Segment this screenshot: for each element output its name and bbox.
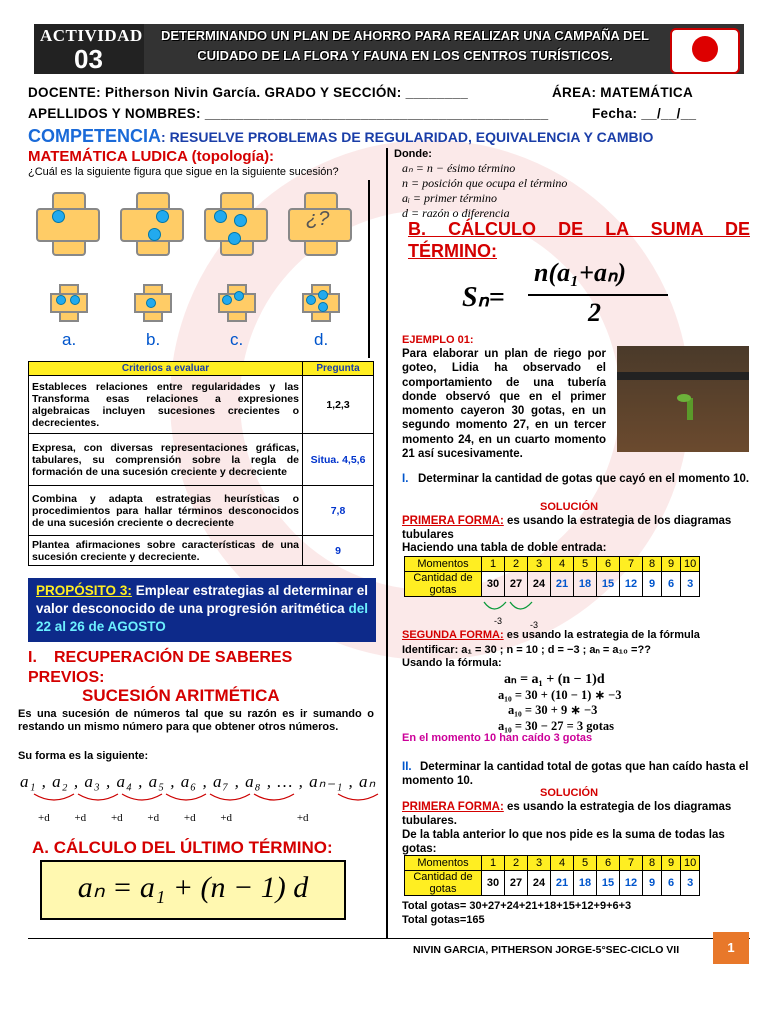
- option-label-b: b.: [146, 330, 161, 349]
- competencia-text: : RESUELVE PROBLEMAS DE REGULARIDAD, EQUIVALENCIA Y CAMBIO: [161, 129, 654, 145]
- activity-badge: [34, 24, 144, 74]
- ultimo-title: A. CÁLCULO DEL ÚLTIMO TÉRMINO:: [32, 838, 333, 857]
- cross-figure-unknown: [288, 192, 352, 256]
- fecha-line: Fecha: __/__/__: [592, 106, 697, 121]
- list-item: a₁₀ = 30 + (10 − 1) ∗ −3: [498, 687, 622, 702]
- footer-author: NIVIN GARCIA, PITHERSON JORGE-5°SEC-CICLO VII: [413, 944, 680, 956]
- ejemplo-text: Para elaborar un plan de riego por goteo, Lidia ha observado el comportamiento de una tubería donde observó que en el primer momento cayeron 30 gotas, en un segundo momento 27, en un tercer momento 24, en un cuarto momento 21 así sucesivamente.: [402, 348, 606, 461]
- list-item: aₙ = n − ésimo término: [402, 161, 516, 175]
- apellidos-line: APELLIDOS Y NOMBRES: ____________________________________________: [28, 106, 549, 121]
- ludica-question: ¿Cuál es la siguiente figura que sigue en la siguiente sucesión?: [28, 166, 339, 178]
- table-header-row: [29, 362, 374, 376]
- recuperacion-numeral: I.: [28, 649, 37, 666]
- table-row: Cantidad de gotas 30 27 24 21 18 15 12 9 6 3: [405, 871, 700, 896]
- proposito-box: [28, 578, 376, 642]
- list-item: a₁₀ = 30 + 9 ∗ −3: [508, 703, 598, 717]
- sequence-arrows: [20, 790, 380, 812]
- proposito-text: Emplear estrategias al determinar el valor desconocido de una progresión aritmética: [36, 583, 368, 616]
- sucesion-title: SUCESIÓN ARITMÉTICA: [82, 686, 280, 705]
- momentos-table-2: [404, 855, 700, 896]
- formula-steps: [498, 672, 622, 734]
- suma-formula-left: Sₙ=: [462, 282, 505, 313]
- donde-list: [402, 161, 567, 221]
- column-divider: [386, 148, 388, 938]
- proposito-dates: del 22 al 26 de AGOSTO: [36, 601, 368, 634]
- competencia-label: COMPETENCIA: [28, 126, 162, 146]
- suma-formula-den: 2: [588, 298, 601, 327]
- header-pregunta: Pregunta: [303, 362, 374, 376]
- identificar-line: Identificar: a₁ = 30 ; n = 10 ; d = −3 ; aₙ = a₁₀ =??: [402, 644, 651, 656]
- recuperacion-heading: [28, 648, 368, 688]
- cross-figure-3: [204, 192, 268, 256]
- page-title: DETERMINANDO UN PLAN DE AHORRO PARA REALIZAR UNA CAMPAÑA DEL CUIDADO DE LA FLORA Y FAUNA EN LOS CENTROS TURÍSTICOS.: [161, 28, 649, 63]
- activity-label: ACTIVIDAD: [40, 26, 143, 45]
- school-logo: [670, 28, 740, 74]
- ejemplo-label: EJEMPLO 01:: [402, 334, 474, 346]
- footer-divider: [28, 938, 750, 939]
- plus-d-labels: +d +d +d +d +d +d +d: [38, 812, 309, 824]
- primera-forma-1: PRIMERA FORMA: es usando la estrategia de los diagramas tubulares: [402, 515, 732, 541]
- donde-label: Donde:: [394, 148, 432, 160]
- pregunta2: [402, 760, 750, 788]
- solucion1-label: SOLUCIÓN: [540, 501, 599, 513]
- solucion2-label: SOLUCIÓN: [540, 787, 599, 799]
- sequence-terms: a₁ , a₂ , a₃ , a₄ , a₅ , a₆ , a₇ , a₈ , … , aₙ₋₁ , aₙ: [20, 772, 377, 791]
- total-result-line: Total gotas=165: [402, 914, 485, 926]
- primera-forma-2: PRIMERA FORMA: es usando la estrategia de los diagramas tubulares.: [402, 801, 732, 827]
- cross-figure-1: [36, 192, 100, 256]
- conclusion-1: En el momento 10 han caído 3 gotas: [402, 732, 593, 744]
- list-item: aₙ = a₁ + (n − 1)d: [504, 672, 605, 687]
- segunda-forma: SEGUNDA FORMA: es usando la estrategia de la fórmula: [402, 629, 700, 641]
- table-row: Cantidad de gotas 30 27 24 21 18 15 12 9 6 3: [405, 572, 700, 597]
- cross-figure-2: [120, 192, 184, 256]
- heart-icon: [692, 36, 718, 62]
- tabla-intro-2: De la tabla anterior lo que nos pide es la suma de todas las gotas:: [402, 829, 725, 855]
- table-row: Estableces relaciones entre regularidades y las Transforma esas relaciones a expresiones algebraicas incluyen sucesiones crecientes o decrecientes. 1,2,3: [29, 376, 374, 434]
- table-row: Momentos 1 2 3 4 5 6 7 8 9 10: [405, 856, 700, 871]
- suma-formula-num: n(a₁+aₙ): [534, 258, 627, 287]
- topology-puzzle: [28, 180, 370, 358]
- docente-line: DOCENTE: Pitherson Nivin García. GRADO Y SECCIÓN: ________: [28, 85, 469, 100]
- activity-number: 03: [74, 44, 103, 74]
- competencia: [28, 126, 653, 147]
- header-criterio: Criterios a evaluar: [29, 362, 303, 376]
- pregunta1-text: Determinar la cantidad de gotas que cayó en el momento 10.: [418, 473, 750, 485]
- recuperacion-title: RECUPERACIÓN DE SABERES PREVIOS:: [28, 649, 293, 686]
- list-item: n = posición que ocupa el término: [402, 176, 568, 190]
- table-row: Plantea afirmaciones sobre características de una sucesión creciente y decreciente. 9: [29, 536, 374, 566]
- table-row: Expresa, con diversas representaciones gráficas, tabulares, su comprensión sobre la regla de formación de una sucesión creciente y decreciente Situa. 4,5,6: [29, 434, 374, 486]
- difference-arrows: [476, 600, 556, 620]
- page-number: 1: [713, 932, 749, 964]
- option-figure-d[interactable]: [302, 284, 338, 320]
- option-label-d: d.: [314, 330, 329, 349]
- tabla-intro-1: Haciendo una tabla de doble entrada:: [402, 542, 607, 554]
- table-row: Momentos 1 2 3 4 5 6 7 8 9 10: [405, 557, 700, 572]
- option-figure-b[interactable]: [134, 284, 170, 320]
- option-figure-a[interactable]: [50, 284, 86, 320]
- pregunta1-numeral: I.: [402, 473, 409, 485]
- list-item: aᵢ = primer término: [402, 191, 497, 205]
- list-item: d = razón o diferencia: [402, 206, 510, 220]
- total-sum-line: Total gotas= 30+27+24+21+18+15+12+9+6+3: [402, 900, 632, 912]
- criterios-table: [28, 361, 374, 566]
- option-figure-c[interactable]: [218, 284, 254, 320]
- diff-label-2: -3: [530, 620, 539, 630]
- option-label-c: c.: [230, 330, 244, 349]
- pregunta2-numeral: II.: [402, 761, 412, 773]
- sequence-diagram: [20, 772, 380, 828]
- irrigation-photo: [617, 346, 749, 452]
- sucesion-definition: Es una sucesión de números tal que su razón es ir sumando o restando un mismo número para que obtener otros números.: [18, 708, 374, 733]
- sucesion-form-intro: Su forma es la siguiente:: [18, 750, 149, 762]
- unknown-mark: ¿?: [306, 208, 330, 230]
- pregunta1: [402, 472, 750, 486]
- ultimo-formula: aₙ = a₁ + (n − 1) d: [40, 860, 346, 920]
- diff-label-1: -3: [494, 616, 503, 626]
- usando-formula: Usando la fórmula:: [402, 657, 502, 669]
- suma-title: B. CÁLCULO DE LA SUMA DE TÉRMINO:: [408, 219, 750, 261]
- option-label-a: a.: [62, 330, 77, 349]
- area-line: ÁREA: MATEMÁTICA: [552, 85, 694, 100]
- table-row: Combina y adapta estrategias heurísticas o procedimientos para hallar términos desconocidos de una sucesión creciente o decreciente 7,8: [29, 486, 374, 536]
- suma-formula: [462, 258, 682, 328]
- momentos-table-1: [404, 556, 700, 597]
- proposito-label: PROPÓSITO 3:: [36, 583, 132, 598]
- ludica-title: MATEMÁTICA LUDICA (topología):: [28, 148, 275, 165]
- list-item: a₁₀ = 30 − 27 = 3 gotas: [498, 718, 615, 733]
- pregunta2-text: Determinar la cantidad total de gotas que han caído hasta el momento 10.: [402, 761, 749, 787]
